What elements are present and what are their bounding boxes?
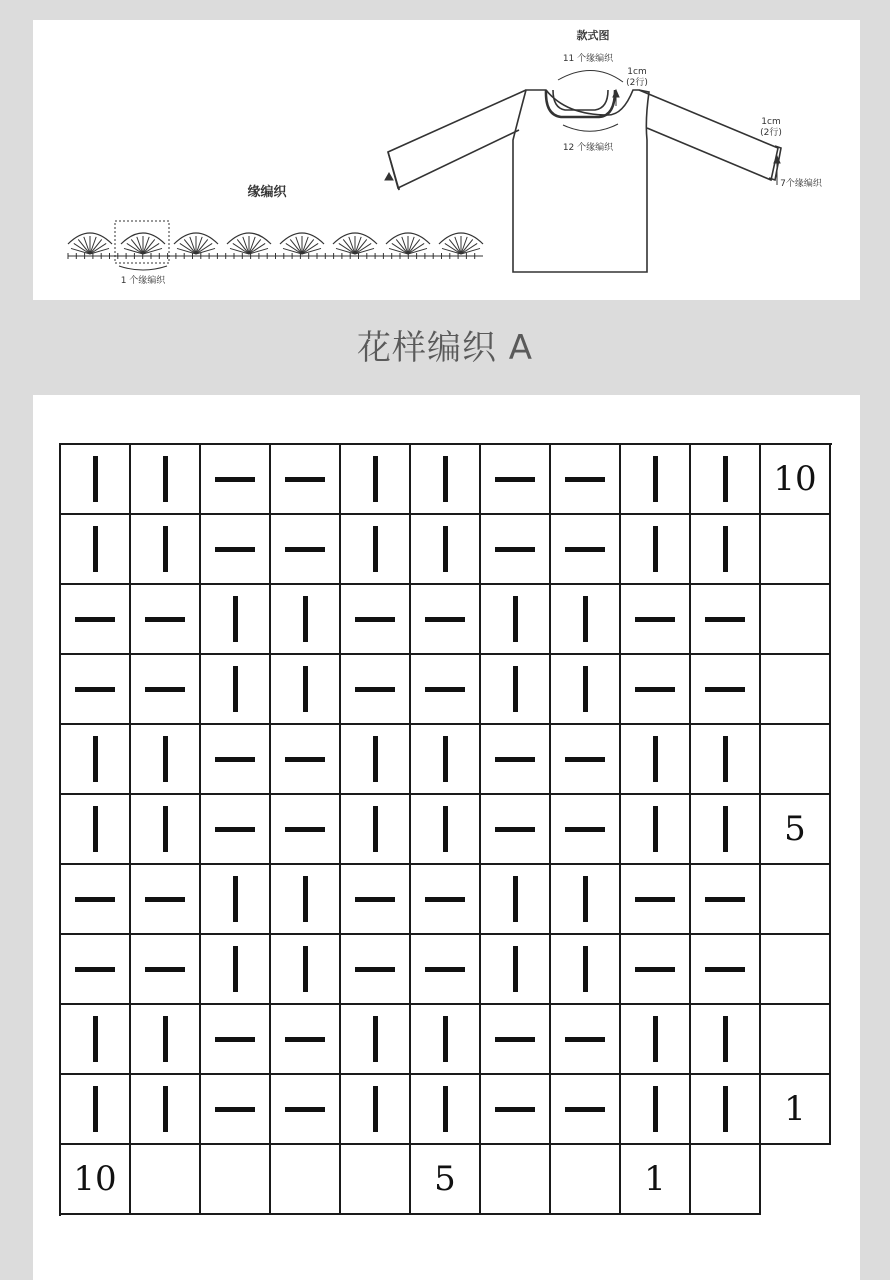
horizontal-dash-symbol: [425, 617, 465, 622]
column-label-cell: [61, 1145, 131, 1215]
chart-cell: [271, 725, 341, 795]
chart-cell: [131, 865, 201, 935]
chart-cell: [481, 1005, 551, 1075]
column-label-cell: [411, 1145, 481, 1215]
vertical-bar-symbol: [513, 946, 518, 992]
chart-cell: [341, 655, 411, 725]
neck-rows-label: (2行): [626, 78, 648, 88]
chart-cell: [201, 515, 271, 585]
edging-fan-motif: [280, 233, 324, 254]
vertical-bar-symbol: [373, 736, 378, 782]
row-label: [761, 725, 829, 793]
horizontal-dash-symbol: [565, 547, 605, 552]
chart-cell: [481, 655, 551, 725]
column-label-cell: [621, 1145, 691, 1215]
column-label-cell: [551, 1145, 621, 1215]
chart-cell: [271, 585, 341, 655]
chart-cell: [411, 1075, 481, 1145]
horizontal-dash-symbol: [215, 547, 255, 552]
chart-cell: [551, 935, 621, 1005]
chart-cell: [61, 865, 131, 935]
chart-cell: [691, 935, 761, 1005]
chart-cell: [551, 725, 621, 795]
chart-cell: [61, 795, 131, 865]
cuff-cm-label: 1cm: [761, 117, 781, 127]
chart-cell: [131, 655, 201, 725]
horizontal-dash-symbol: [75, 687, 115, 692]
chart-cell: [691, 1075, 761, 1145]
vertical-bar-symbol: [163, 736, 168, 782]
chart-cell: [621, 445, 691, 515]
column-label: [131, 1145, 199, 1213]
chart-cell: [621, 725, 691, 795]
chart-cell: [61, 585, 131, 655]
chart-cell: [691, 725, 761, 795]
dimension-markers: [385, 70, 780, 185]
row-label: 10: [773, 459, 817, 499]
row-label: [761, 1005, 829, 1073]
horizontal-dash-symbol: [425, 897, 465, 902]
column-label-cell: [691, 1145, 761, 1215]
vertical-bar-symbol: [653, 526, 658, 572]
chart-cell: [131, 1075, 201, 1145]
chart-cell: [271, 1005, 341, 1075]
column-label: [201, 1145, 269, 1213]
vertical-bar-symbol: [723, 806, 728, 852]
column-label: 10: [73, 1159, 117, 1199]
vertical-bar-symbol: [93, 1086, 98, 1132]
vertical-bar-symbol: [723, 1086, 728, 1132]
horizontal-dash-symbol: [635, 897, 675, 902]
vertical-bar-symbol: [583, 946, 588, 992]
horizontal-dash-symbol: [285, 1107, 325, 1112]
chart-cell: [271, 935, 341, 1005]
chart-cell: [481, 445, 551, 515]
chart-cell: [411, 445, 481, 515]
column-label: 5: [434, 1159, 456, 1199]
vertical-bar-symbol: [303, 946, 308, 992]
horizontal-dash-symbol: [355, 967, 395, 972]
chart-cell: [271, 445, 341, 515]
horizontal-dash-symbol: [285, 757, 325, 762]
horizontal-dash-symbol: [215, 1037, 255, 1042]
chart-cell: [411, 795, 481, 865]
row-label: [761, 655, 829, 723]
row-label: [761, 935, 829, 1003]
vertical-bar-symbol: [443, 526, 448, 572]
row-label-cell: [761, 865, 831, 935]
vertical-bar-symbol: [653, 456, 658, 502]
horizontal-dash-symbol: [495, 547, 535, 552]
style-diagram: [33, 20, 860, 300]
chart-cell: [341, 585, 411, 655]
row-label: 5: [784, 809, 806, 849]
horizontal-dash-symbol: [145, 617, 185, 622]
chart-cell: [551, 655, 621, 725]
vertical-bar-symbol: [443, 1086, 448, 1132]
cuff-rows-label: (2行): [760, 128, 782, 138]
horizontal-dash-symbol: [635, 617, 675, 622]
horizontal-dash-symbol: [705, 967, 745, 972]
vertical-bar-symbol: [653, 736, 658, 782]
row-label-cell: [761, 585, 831, 655]
horizontal-dash-symbol: [285, 1037, 325, 1042]
chart-cell: [691, 655, 761, 725]
chart-cell: [551, 515, 621, 585]
horizontal-dash-symbol: [425, 687, 465, 692]
vertical-bar-symbol: [233, 666, 238, 712]
vertical-bar-symbol: [443, 456, 448, 502]
vertical-bar-symbol: [303, 666, 308, 712]
chart-cell: [551, 1075, 621, 1145]
chart-cell: [341, 725, 411, 795]
chart-cell: [201, 1005, 271, 1075]
chart-cell: [551, 795, 621, 865]
section-title: 花样编织 A: [356, 328, 534, 368]
chart-cell: [201, 445, 271, 515]
chart-cell: [201, 1075, 271, 1145]
chart-cell: [271, 655, 341, 725]
column-label: [481, 1145, 549, 1213]
vertical-bar-symbol: [373, 1016, 378, 1062]
vertical-bar-symbol: [443, 806, 448, 852]
row-label-cell: [761, 1075, 831, 1145]
chart-cell: [551, 585, 621, 655]
chart-cell: [341, 1005, 411, 1075]
horizontal-dash-symbol: [705, 617, 745, 622]
chart-cell: [691, 1005, 761, 1075]
row-label-cell: [761, 515, 831, 585]
column-label: [551, 1145, 619, 1213]
chart-cell: [201, 655, 271, 725]
horizontal-dash-symbol: [705, 897, 745, 902]
chart-cell: [271, 1075, 341, 1145]
column-label-cell: [201, 1145, 271, 1215]
horizontal-dash-symbol: [215, 827, 255, 832]
chart-cell: [411, 865, 481, 935]
edging-fan-motif: [439, 233, 483, 254]
row-label: 1: [784, 1089, 806, 1129]
column-label-cell: [131, 1145, 201, 1215]
chart-cell: [621, 585, 691, 655]
chart-cell: [131, 515, 201, 585]
vertical-bar-symbol: [93, 456, 98, 502]
vertical-bar-symbol: [583, 876, 588, 922]
row-label-cell: [761, 1005, 831, 1075]
chart-cell: [201, 585, 271, 655]
vertical-bar-symbol: [653, 1086, 658, 1132]
vertical-bar-symbol: [93, 806, 98, 852]
horizontal-dash-symbol: [285, 477, 325, 482]
chart-cell: [621, 935, 691, 1005]
vertical-bar-symbol: [303, 596, 308, 642]
horizontal-dash-symbol: [565, 827, 605, 832]
column-label-cell: [271, 1145, 341, 1215]
horizontal-dash-symbol: [495, 1037, 535, 1042]
vertical-bar-symbol: [723, 1016, 728, 1062]
chart-cell: [131, 445, 201, 515]
vertical-bar-symbol: [723, 736, 728, 782]
chart-cell: [341, 795, 411, 865]
row-label-cell: [761, 445, 831, 515]
vertical-bar-symbol: [653, 1016, 658, 1062]
edging-fan-motif: [227, 233, 271, 254]
chart-cell: [61, 655, 131, 725]
chart-cell: [481, 725, 551, 795]
chart-cell: [341, 1075, 411, 1145]
vertical-bar-symbol: [163, 456, 168, 502]
chart-cell: [621, 795, 691, 865]
pattern-chart-grid: [59, 443, 832, 1216]
chart-cell: [691, 445, 761, 515]
horizontal-dash-symbol: [355, 897, 395, 902]
column-label-cell: [481, 1145, 551, 1215]
chart-cell: [481, 795, 551, 865]
vertical-bar-symbol: [93, 736, 98, 782]
chart-cell: [201, 865, 271, 935]
vertical-bar-symbol: [583, 666, 588, 712]
vertical-bar-symbol: [373, 1086, 378, 1132]
edging-fan-motif: [386, 233, 430, 254]
horizontal-dash-symbol: [285, 827, 325, 832]
vertical-bar-symbol: [653, 806, 658, 852]
horizontal-dash-symbol: [75, 897, 115, 902]
column-label: [691, 1145, 759, 1213]
column-label-cell: [341, 1145, 411, 1215]
chart-cell: [621, 655, 691, 725]
chart-cell: [271, 515, 341, 585]
chart-cell: [481, 935, 551, 1005]
horizontal-dash-symbol: [565, 1037, 605, 1042]
horizontal-dash-symbol: [285, 547, 325, 552]
vertical-bar-symbol: [373, 456, 378, 502]
row-label: [761, 865, 829, 933]
chart-cell: [551, 865, 621, 935]
chart-cell: [201, 725, 271, 795]
vertical-bar-symbol: [163, 526, 168, 572]
chart-cell: [61, 515, 131, 585]
horizontal-dash-symbol: [565, 1107, 605, 1112]
chart-cell: [621, 515, 691, 585]
horizontal-dash-symbol: [565, 477, 605, 482]
vertical-bar-symbol: [93, 1016, 98, 1062]
edging-fan-motif: [68, 233, 112, 254]
edging-fan-motif: [333, 233, 377, 254]
horizontal-dash-symbol: [75, 617, 115, 622]
chart-cell: [411, 935, 481, 1005]
chart-cell: [481, 1075, 551, 1145]
vertical-bar-symbol: [443, 736, 448, 782]
column-label: [341, 1145, 409, 1213]
edging-fan-motif: [121, 233, 165, 254]
vertical-bar-symbol: [373, 526, 378, 572]
chart-cell: [61, 445, 131, 515]
row-label-cell: [761, 795, 831, 865]
horizontal-dash-symbol: [495, 757, 535, 762]
chart-cell: [341, 445, 411, 515]
chart-cell: [481, 585, 551, 655]
chart-cell: [341, 515, 411, 585]
chart-cell: [691, 515, 761, 585]
chart-cell: [61, 1005, 131, 1075]
chart-cell: [131, 795, 201, 865]
horizontal-dash-symbol: [425, 967, 465, 972]
chart-cell: [61, 725, 131, 795]
vertical-bar-symbol: [723, 456, 728, 502]
edging-fan-motif: [174, 233, 218, 254]
vertical-bar-symbol: [723, 526, 728, 572]
chart-cell: [621, 1005, 691, 1075]
row-label: [761, 515, 829, 583]
vertical-bar-symbol: [163, 1016, 168, 1062]
cuff-edging-label: 7个缘编织: [780, 179, 822, 189]
chart-cell: [551, 445, 621, 515]
neck-top-label: 11 个缘编织: [562, 54, 614, 64]
horizontal-dash-symbol: [565, 757, 605, 762]
chart-cell: [691, 585, 761, 655]
vertical-bar-symbol: [303, 876, 308, 922]
vertical-bar-symbol: [513, 876, 518, 922]
chart-cell: [341, 865, 411, 935]
horizontal-dash-symbol: [495, 477, 535, 482]
vertical-bar-symbol: [163, 806, 168, 852]
neck-bottom-label: 12 个缘编织: [562, 143, 614, 153]
vertical-bar-symbol: [443, 1016, 448, 1062]
chart-cell: [131, 585, 201, 655]
chart-cell: [481, 865, 551, 935]
horizontal-dash-symbol: [355, 687, 395, 692]
vertical-bar-symbol: [233, 596, 238, 642]
edging-unit-brace: [119, 266, 167, 270]
horizontal-dash-symbol: [75, 967, 115, 972]
horizontal-dash-symbol: [215, 1107, 255, 1112]
horizontal-dash-symbol: [495, 827, 535, 832]
column-label: 1: [644, 1159, 666, 1199]
chart-cell: [411, 515, 481, 585]
column-label: [271, 1145, 339, 1213]
horizontal-dash-symbol: [355, 617, 395, 622]
vertical-bar-symbol: [513, 596, 518, 642]
horizontal-dash-symbol: [215, 757, 255, 762]
vertical-bar-symbol: [93, 526, 98, 572]
chart-cell: [551, 1005, 621, 1075]
style-diagram-title: 款式图: [576, 29, 610, 42]
edging-unit-label: 1 个缘编织: [120, 276, 166, 286]
horizontal-dash-symbol: [705, 687, 745, 692]
horizontal-dash-symbol: [635, 687, 675, 692]
edging-title: 缘编织: [247, 185, 287, 200]
chart-cell: [411, 725, 481, 795]
chart-cell: [621, 865, 691, 935]
row-label: [761, 585, 829, 653]
vertical-bar-symbol: [373, 806, 378, 852]
chart-cell: [621, 1075, 691, 1145]
horizontal-dash-symbol: [145, 897, 185, 902]
row-label-cell: [761, 725, 831, 795]
chart-cell: [61, 935, 131, 1005]
chart-cell: [481, 515, 551, 585]
row-label-cell: [761, 935, 831, 1005]
row-label-cell: [761, 655, 831, 725]
chart-cell: [411, 1005, 481, 1075]
chart-cell: [411, 655, 481, 725]
chart-cell: [201, 795, 271, 865]
chart-cell: [131, 1005, 201, 1075]
chart-cell: [131, 935, 201, 1005]
chart-cell: [411, 585, 481, 655]
horizontal-dash-symbol: [145, 967, 185, 972]
chart-cell: [131, 725, 201, 795]
horizontal-dash-symbol: [145, 687, 185, 692]
vertical-bar-symbol: [513, 666, 518, 712]
vertical-bar-symbol: [233, 946, 238, 992]
chart-cell: [201, 935, 271, 1005]
vertical-bar-symbol: [583, 596, 588, 642]
chart-cell: [61, 1075, 131, 1145]
chart-cell: [271, 795, 341, 865]
horizontal-dash-symbol: [215, 477, 255, 482]
edging-fan-row: [68, 221, 483, 270]
chart-panel: [33, 395, 860, 1280]
chart-cell: [341, 935, 411, 1005]
chart-cell: [691, 795, 761, 865]
chart-cell: [271, 865, 341, 935]
chart-cell: [691, 865, 761, 935]
style-diagram-panel: [33, 20, 860, 300]
horizontal-dash-symbol: [495, 1107, 535, 1112]
vertical-bar-symbol: [163, 1086, 168, 1132]
vertical-bar-symbol: [233, 876, 238, 922]
horizontal-dash-symbol: [635, 967, 675, 972]
neck-cm-label: 1cm: [627, 67, 647, 77]
